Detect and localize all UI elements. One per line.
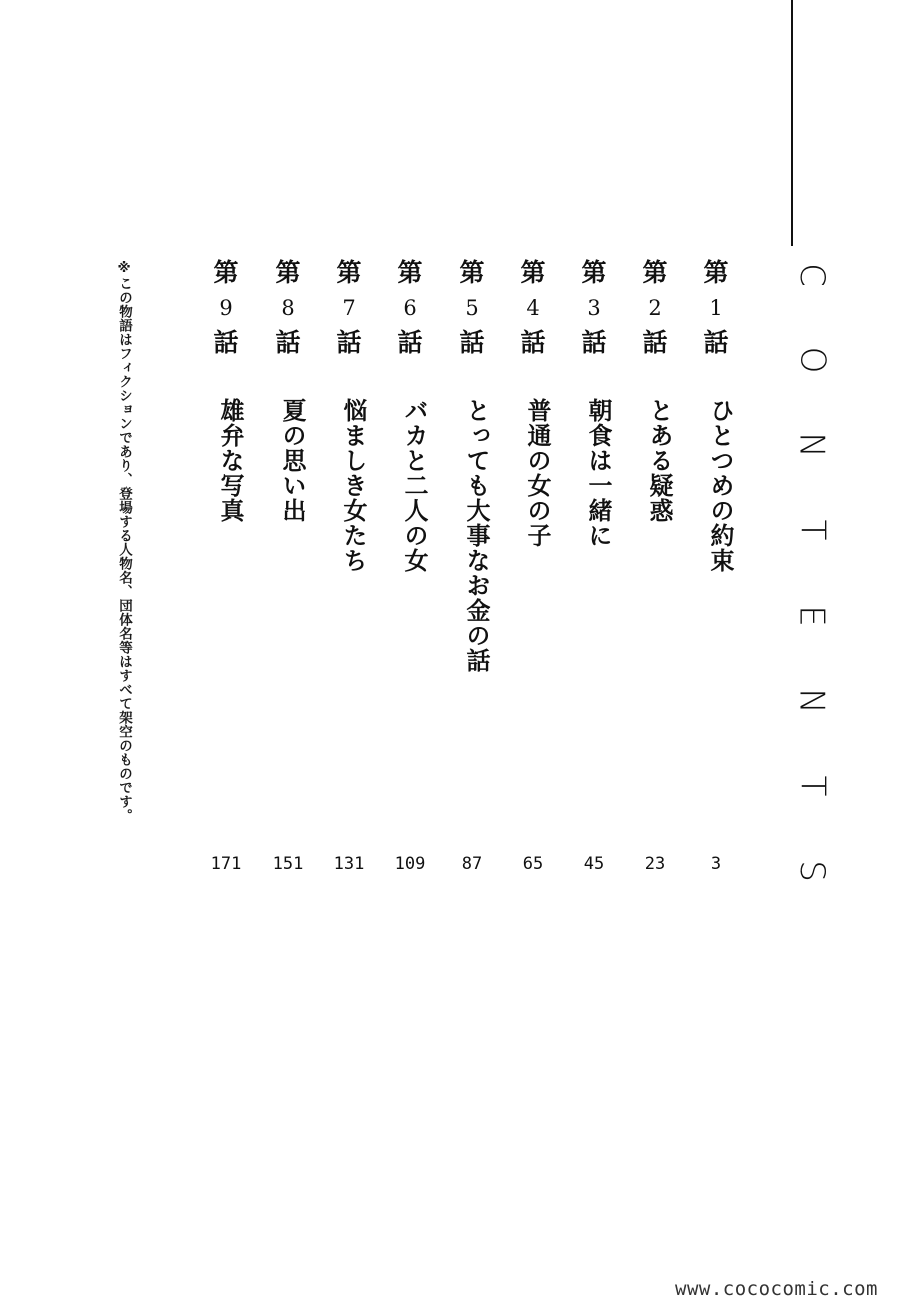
chapter-number bbox=[390, 258, 430, 358]
contents-heading bbox=[792, 258, 832, 888]
chapter-wa: 話 bbox=[642, 328, 668, 357]
chapter-digit: 9 bbox=[219, 296, 233, 320]
chapter-number bbox=[574, 258, 614, 358]
chapter-page-number: 65 bbox=[522, 854, 544, 874]
chapter-digit: 2 bbox=[648, 296, 662, 320]
chapter-entry-7[interactable] bbox=[329, 258, 369, 888]
chapter-page-number: 45 bbox=[583, 854, 605, 874]
chapter-digit: 1 bbox=[709, 296, 723, 320]
chapter-title: 悩ましき女たち bbox=[339, 398, 368, 573]
chapter-wa: 話 bbox=[703, 328, 729, 357]
chapter-entry-1[interactable] bbox=[696, 258, 736, 888]
chapter-number bbox=[206, 258, 246, 358]
header-rule bbox=[791, 0, 793, 246]
chapter-page-number: 3 bbox=[710, 854, 722, 874]
contents-letter: S bbox=[792, 860, 832, 882]
contents-letter: C bbox=[792, 263, 832, 287]
chapter-title: 雄弁な写真 bbox=[216, 398, 245, 523]
chapter-wa: 話 bbox=[520, 328, 546, 357]
chapter-digit: 3 bbox=[587, 296, 601, 320]
site-watermark: www.cococomic.com bbox=[675, 1278, 878, 1300]
chapter-digit: 7 bbox=[342, 296, 356, 320]
chapter-title: とっても大事なお金の話 bbox=[462, 398, 491, 673]
chapter-title: ひとつめの約束 bbox=[706, 398, 735, 573]
chapter-page-number: 151 bbox=[272, 854, 304, 874]
chapter-number bbox=[696, 258, 736, 358]
contents-letter: N bbox=[792, 432, 832, 458]
chapter-wa: 話 bbox=[397, 328, 423, 357]
chapter-number bbox=[635, 258, 675, 358]
chapter-digit: 4 bbox=[526, 296, 540, 320]
chapter-entry-5[interactable] bbox=[452, 258, 492, 888]
chapter-wa: 話 bbox=[336, 328, 362, 357]
chapter-entry-2[interactable] bbox=[635, 258, 675, 888]
chapter-title: バカと二人の女 bbox=[400, 398, 429, 573]
chapter-page-number: 109 bbox=[394, 854, 426, 874]
chapter-wa: 話 bbox=[275, 328, 301, 357]
contents-letter: T bbox=[792, 775, 832, 797]
chapter-dai: 第 bbox=[520, 258, 546, 287]
chapter-entry-6[interactable] bbox=[390, 258, 430, 888]
chapter-digit: 6 bbox=[403, 296, 417, 320]
chapter-wa: 話 bbox=[459, 328, 485, 357]
contents-letter: O bbox=[791, 346, 832, 374]
chapter-entry-9[interactable] bbox=[206, 258, 246, 888]
chapter-number bbox=[268, 258, 308, 358]
chapter-dai: 第 bbox=[459, 258, 485, 287]
chapter-title: 普通の女の子 bbox=[523, 398, 552, 548]
chapter-title: とある疑惑 bbox=[645, 398, 674, 523]
chapter-number bbox=[329, 258, 369, 358]
chapter-wa: 話 bbox=[213, 328, 239, 357]
chapter-dai: 第 bbox=[213, 258, 239, 287]
chapter-page-number: 131 bbox=[333, 854, 365, 874]
chapter-entry-3[interactable] bbox=[574, 258, 614, 888]
chapter-page-number: 171 bbox=[210, 854, 242, 874]
chapter-wa: 話 bbox=[581, 328, 607, 357]
chapter-dai: 第 bbox=[703, 258, 729, 287]
chapter-dai: 第 bbox=[336, 258, 362, 287]
contents-letter: E bbox=[791, 604, 832, 627]
chapter-digit: 8 bbox=[281, 296, 295, 320]
contents-letter: T bbox=[792, 520, 832, 541]
chapter-entry-4[interactable] bbox=[513, 258, 553, 888]
chapter-page-number: 87 bbox=[461, 854, 483, 874]
chapter-dai: 第 bbox=[642, 258, 668, 287]
chapter-dai: 第 bbox=[275, 258, 301, 287]
chapter-entry-8[interactable] bbox=[268, 258, 308, 888]
fiction-disclaimer: ※この物語はフィクションであり、登場する人物名、団体名等はすべて架空のものです。 bbox=[116, 260, 132, 823]
chapter-dai: 第 bbox=[581, 258, 607, 287]
chapter-dai: 第 bbox=[397, 258, 423, 287]
chapter-number bbox=[452, 258, 492, 358]
contents-letter: N bbox=[792, 687, 832, 714]
chapter-number bbox=[513, 258, 553, 358]
chapter-title: 夏の思い出 bbox=[278, 398, 307, 523]
chapter-title: 朝食は一緒に bbox=[584, 398, 613, 548]
chapter-page-number: 23 bbox=[644, 854, 666, 874]
chapter-digit: 5 bbox=[465, 296, 479, 320]
